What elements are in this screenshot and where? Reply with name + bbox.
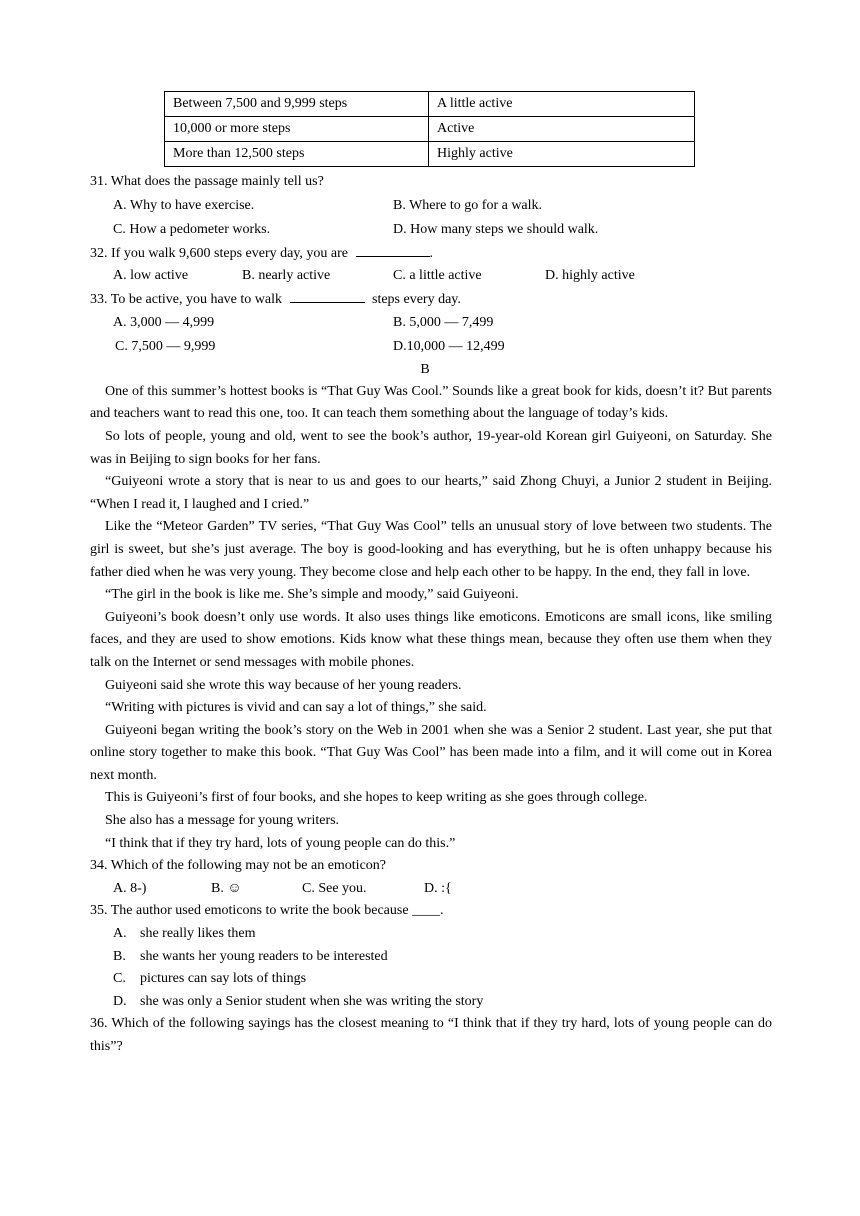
option-a: A. 3,000 — 4,999: [113, 314, 215, 330]
option-letter: A.: [113, 926, 127, 942]
passage-paragraph: “I think that if they try hard, lots of young people can do this.”: [105, 835, 456, 851]
passage-paragraph: “Guiyeoni wrote a story that is near to us and goes to our hearts,” said Zhong Chuyi, a Junior 2 student in Beijing. “When I read it, I laughed and I cried.”: [90, 474, 772, 512]
question-33-stem-end: steps every day.: [372, 292, 461, 308]
question-32-stem-end: .: [429, 245, 434, 261]
passage-paragraph: Guiyeoni said she wrote this way because of her young readers.: [105, 677, 462, 693]
option-a: [90, 923, 772, 946]
option-text: she wants her young readers to be interested: [140, 948, 388, 964]
option-text: pictures can say lots of things: [140, 971, 307, 987]
passage-paragraph: This is Guiyeoni’s first of four books, and she hopes to keep writing as she goes through college.: [105, 790, 648, 806]
answer-blank: [290, 288, 365, 303]
option-c: C. See you.: [302, 880, 367, 896]
question-31-options-row-1: [90, 194, 772, 218]
passage-paragraph: Guiyeoni began writing the book’s story on the Web in 2001 when she was a Senior 2 student. Last year, she put that online story together to make this book. “That Guy Was Cool” has been made into a film, and it will come out in Korea next month.: [90, 722, 772, 783]
passage-paragraph: Like the “Meteor Garden” TV series, “That Guy Was Cool” tells an unusual story of love between two students. The girl is sweet, but she’s just average. The boy is good-looking and has everything, but he is often unhappy because his father died when he was very young. They become close and help each other to be happy. In the end, they fall in love.: [90, 519, 772, 580]
question-33-stem-text: 33. To be active, you have to walk: [90, 292, 282, 308]
option-c: C. 7,500 — 9,999: [115, 338, 216, 354]
table-cell: Active: [429, 117, 695, 142]
option-b: B. Where to go for a walk.: [393, 197, 543, 213]
table-cell: Highly active: [429, 142, 695, 167]
question-32-options: [90, 264, 772, 288]
section-heading: B: [420, 361, 430, 377]
option-b: B. nearly active: [242, 268, 331, 284]
option-letter: D.: [113, 993, 127, 1009]
table-row: [165, 117, 695, 142]
table-cell: Between 7,500 and 9,999 steps: [165, 92, 429, 117]
table-cell: 10,000 or more steps: [165, 117, 429, 142]
question-31-stem: 31. What does the passage mainly tell us?: [90, 174, 324, 189]
passage-paragraph: So lots of people, young and old, went to see the book’s author, 19-year-old Korean girl Guiyeoni, on Saturday. She was in Beijing to sign books for her fans.: [90, 428, 772, 467]
option-c: C. a little active: [393, 268, 482, 284]
table-cell: A little active: [429, 92, 695, 117]
passage-paragraph: “The girl in the book is like me. She’s simple and moody,” said Guiyeoni.: [105, 587, 519, 603]
question-34-stem: 34. Which of the following may not be an emoticon?: [90, 858, 387, 874]
questions-content: [90, 171, 772, 1059]
table-row: [165, 92, 695, 117]
question-35-stem: 35. The author used emoticons to write the book because ____.: [90, 903, 444, 919]
passage-paragraph: One of this summer’s hottest books is “That Guy Was Cool.” Sounds like a great book for kids, doesn’t it? But parents and teachers want to read this one, too. It can teach them something about the language of today’s kids.: [90, 383, 772, 422]
question-32-stem: [90, 242, 772, 265]
question-36-stem: 36. Which of the following sayings has the closest meaning to “I think that if they try hard, lots of young people can do this”?: [90, 1016, 772, 1054]
option-c: C. How a pedometer works.: [113, 221, 271, 237]
option-d: D. highly active: [545, 268, 635, 284]
option-b: B. ☺: [211, 880, 242, 896]
question-31-options-row-2: [90, 218, 772, 242]
option-d: D. How many steps we should walk.: [393, 221, 599, 237]
question-34-options: [90, 878, 772, 901]
option-a: A. 8-): [113, 880, 147, 896]
option-letter: C.: [113, 971, 126, 987]
question-33-stem: [90, 288, 772, 311]
table-cell: More than 12,500 steps: [165, 142, 429, 167]
answer-blank: [356, 242, 430, 257]
steps-activity-table: [164, 91, 695, 167]
option-c: [90, 968, 772, 991]
option-text: she was only a Senior student when she was writing the story: [140, 993, 484, 1009]
option-d: D.10,000 — 12,499: [393, 338, 505, 354]
option-text: she really likes them: [140, 926, 256, 942]
option-b: [90, 946, 772, 969]
passage-paragraph: Guiyeoni’s book doesn’t only use words. It also uses things like emoticons. Emoticons are small icons, like smiling faces, and they are used to show emotions. Kids know what these things mean, because they often use them when they talk on the Internet or send messages with mobile phones.: [90, 609, 772, 670]
option-a: A. Why to have exercise.: [113, 197, 255, 213]
table-row: [165, 142, 695, 167]
question-33-options-row-2: [90, 335, 772, 359]
option-a: A. low active: [113, 268, 189, 284]
question-32-stem-text: 32. If you walk 9,600 steps every day, you are: [90, 245, 349, 261]
option-b: B. 5,000 — 7,499: [393, 314, 494, 330]
option-d: [90, 991, 772, 1014]
passage-paragraph: “Writing with pictures is vivid and can say a lot of things,” she said.: [105, 700, 487, 716]
option-d: D. :{: [424, 880, 452, 896]
passage-paragraph: She also has a message for young writers.: [105, 813, 340, 829]
question-33-options-row-1: [90, 311, 772, 335]
option-letter: B.: [113, 948, 126, 964]
